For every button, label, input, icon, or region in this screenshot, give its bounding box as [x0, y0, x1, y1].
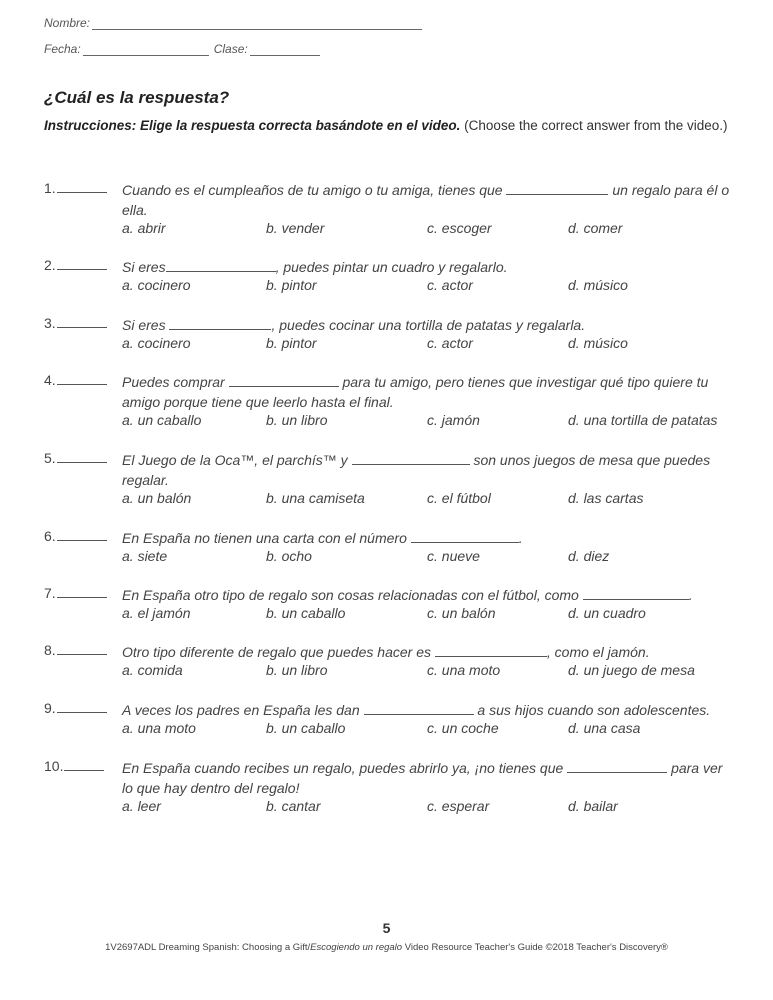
question-text: A veces los padres en España les dan a sus hijos cuando son adolescentes.	[122, 702, 711, 718]
option-c[interactable]: c. una moto	[427, 662, 501, 678]
question-text: Si eres , puedes cocinar una tortilla de patatas y regalarla.	[122, 317, 586, 333]
option-b[interactable]: b. vender	[266, 220, 325, 236]
date-label: Fecha:	[44, 42, 81, 56]
question-2	[44, 257, 734, 297]
option-b[interactable]: b. ocho	[266, 548, 312, 564]
class-label: Clase:	[213, 42, 248, 56]
question-number: 7.	[44, 585, 107, 601]
option-c[interactable]: c. actor	[427, 277, 473, 293]
option-c[interactable]: c. un balón	[427, 605, 496, 621]
option-d[interactable]: d. una casa	[568, 720, 641, 736]
option-c[interactable]: c. el fútbol	[427, 490, 491, 506]
answer-blank[interactable]	[57, 257, 107, 270]
fill-in-blank	[411, 530, 519, 543]
question-number: 10.	[44, 758, 104, 774]
date-blank[interactable]	[83, 43, 209, 56]
option-a[interactable]: a. un caballo	[122, 412, 202, 428]
question-7	[44, 585, 734, 625]
option-a[interactable]: a. cocinero	[122, 335, 191, 351]
option-b[interactable]: b. pintor	[266, 335, 317, 351]
fill-in-blank	[506, 182, 608, 195]
option-d[interactable]: d. un cuadro	[568, 605, 646, 621]
answer-blank[interactable]	[57, 585, 107, 598]
option-a[interactable]: a. siete	[122, 548, 168, 564]
fill-in-blank	[169, 317, 271, 330]
option-d[interactable]: d. bailar	[568, 798, 618, 814]
option-b[interactable]: b. un caballo	[266, 605, 346, 621]
option-a[interactable]: a. comida	[122, 662, 183, 678]
options-row	[122, 605, 734, 625]
option-a[interactable]: a. una moto	[122, 720, 196, 736]
options-row	[122, 412, 734, 432]
answer-blank[interactable]	[64, 758, 104, 771]
fill-in-blank	[583, 587, 689, 600]
answer-blank[interactable]	[57, 450, 107, 463]
question-number: 5.	[44, 450, 107, 466]
page-title: ¿Cuál es la respuesta?	[44, 88, 230, 107]
instructions-label: Instrucciones: Elige la respuesta correcta basándote en el video.	[44, 118, 461, 133]
instructions-translation: (Choose the correct answer from the video.)	[464, 118, 728, 133]
answer-blank[interactable]	[57, 372, 107, 385]
option-c[interactable]: c. escoger	[427, 220, 492, 236]
options-row	[122, 548, 734, 568]
question-text: En España cuando recibes un regalo, puedes abrirlo ya, ¡no tienes que para ver lo que hay dentro del regalo!	[122, 760, 723, 796]
question-number: 2.	[44, 257, 107, 273]
options-row	[122, 490, 734, 510]
question-number: 1.	[44, 180, 107, 196]
answer-blank[interactable]	[57, 315, 107, 328]
question-text: Puedes comprar para tu amigo, pero tienes que investigar qué tipo quiere tu amigo porque tiene que leerlo hasta el final.	[122, 374, 709, 410]
name-field	[44, 16, 422, 30]
question-text: El Juego de la Oca™, el parchís™ y son unos juegos de mesa que puedes regalar.	[122, 452, 711, 488]
fill-in-blank	[364, 702, 474, 715]
option-d[interactable]: d. comer	[568, 220, 623, 236]
question-1	[44, 180, 734, 240]
option-d[interactable]: d. músico	[568, 277, 628, 293]
option-c[interactable]: c. jamón	[427, 412, 480, 428]
fill-in-blank	[229, 374, 339, 387]
instructions	[44, 118, 728, 133]
class-blank[interactable]	[250, 43, 320, 56]
fill-in-blank	[352, 452, 470, 465]
option-a[interactable]: a. un balón	[122, 490, 192, 506]
question-number: 6.	[44, 528, 107, 544]
answer-blank[interactable]	[57, 642, 107, 655]
question-number: 8.	[44, 642, 107, 658]
option-c[interactable]: c. nueve	[427, 548, 480, 564]
option-b[interactable]: b. un libro	[266, 412, 328, 428]
option-c[interactable]: c. un coche	[427, 720, 499, 736]
fill-in-blank	[435, 644, 547, 657]
question-text: En España no tienen una carta con el número .	[122, 530, 523, 546]
option-c[interactable]: c. actor	[427, 335, 473, 351]
fill-in-blank	[567, 760, 667, 773]
question-text: Cuando es el cumpleaños de tu amigo o tu amiga, tienes que un regalo para él o ella.	[122, 182, 730, 218]
option-b[interactable]: b. un libro	[266, 662, 328, 678]
option-b[interactable]: b. cantar	[266, 798, 321, 814]
fill-in-blank	[166, 259, 276, 272]
option-a[interactable]: a. abrir	[122, 220, 166, 236]
option-d[interactable]: d. las cartas	[568, 490, 644, 506]
footer: 1V2697ADL Dreaming Spanish: Choosing a Gift/Escogiendo un regalo Video Resource Teacher's Guide ©2018 Teacher's Discovery®	[105, 942, 668, 953]
answer-blank[interactable]	[57, 528, 107, 541]
question-number: 3.	[44, 315, 107, 331]
question-5	[44, 450, 734, 510]
options-row	[122, 720, 734, 740]
question-number: 9.	[44, 700, 107, 716]
question-8	[44, 642, 734, 682]
question-10	[44, 758, 734, 818]
name-label: Nombre:	[44, 16, 91, 30]
option-a[interactable]: a. cocinero	[122, 277, 191, 293]
page-number: 5	[382, 920, 391, 936]
options-row	[122, 277, 734, 297]
answer-blank[interactable]	[57, 700, 107, 713]
option-b[interactable]: b. pintor	[266, 277, 317, 293]
option-b[interactable]: b. una camiseta	[266, 490, 365, 506]
option-d[interactable]: d. diez	[568, 548, 610, 564]
options-row	[122, 798, 734, 818]
options-row	[122, 335, 734, 355]
question-3	[44, 315, 734, 355]
options-row	[122, 662, 734, 682]
option-d[interactable]: d. músico	[568, 335, 628, 351]
question-6	[44, 528, 734, 568]
question-text: Otro tipo diferente de regalo que puedes hacer es , como el jamón.	[122, 644, 650, 660]
name-blank[interactable]	[92, 17, 422, 30]
date-class-field	[44, 42, 320, 56]
answer-blank[interactable]	[57, 180, 107, 193]
options-row	[122, 220, 734, 240]
question-4	[44, 372, 734, 432]
question-text: En España otro tipo de regalo son cosas relacionadas con el fútbol, como .	[122, 587, 693, 603]
question-9	[44, 700, 734, 740]
option-d[interactable]: d. una tortilla de patatas	[568, 412, 718, 428]
option-a[interactable]: a. el jamón	[122, 605, 191, 621]
option-c[interactable]: c. esperar	[427, 798, 490, 814]
option-a[interactable]: a. leer	[122, 798, 161, 814]
option-b[interactable]: b. un caballo	[266, 720, 346, 736]
question-number: 4.	[44, 372, 107, 388]
question-text: Si eres , puedes pintar un cuadro y regalarlo.	[122, 259, 508, 275]
option-d[interactable]: d. un juego de mesa	[568, 662, 695, 678]
